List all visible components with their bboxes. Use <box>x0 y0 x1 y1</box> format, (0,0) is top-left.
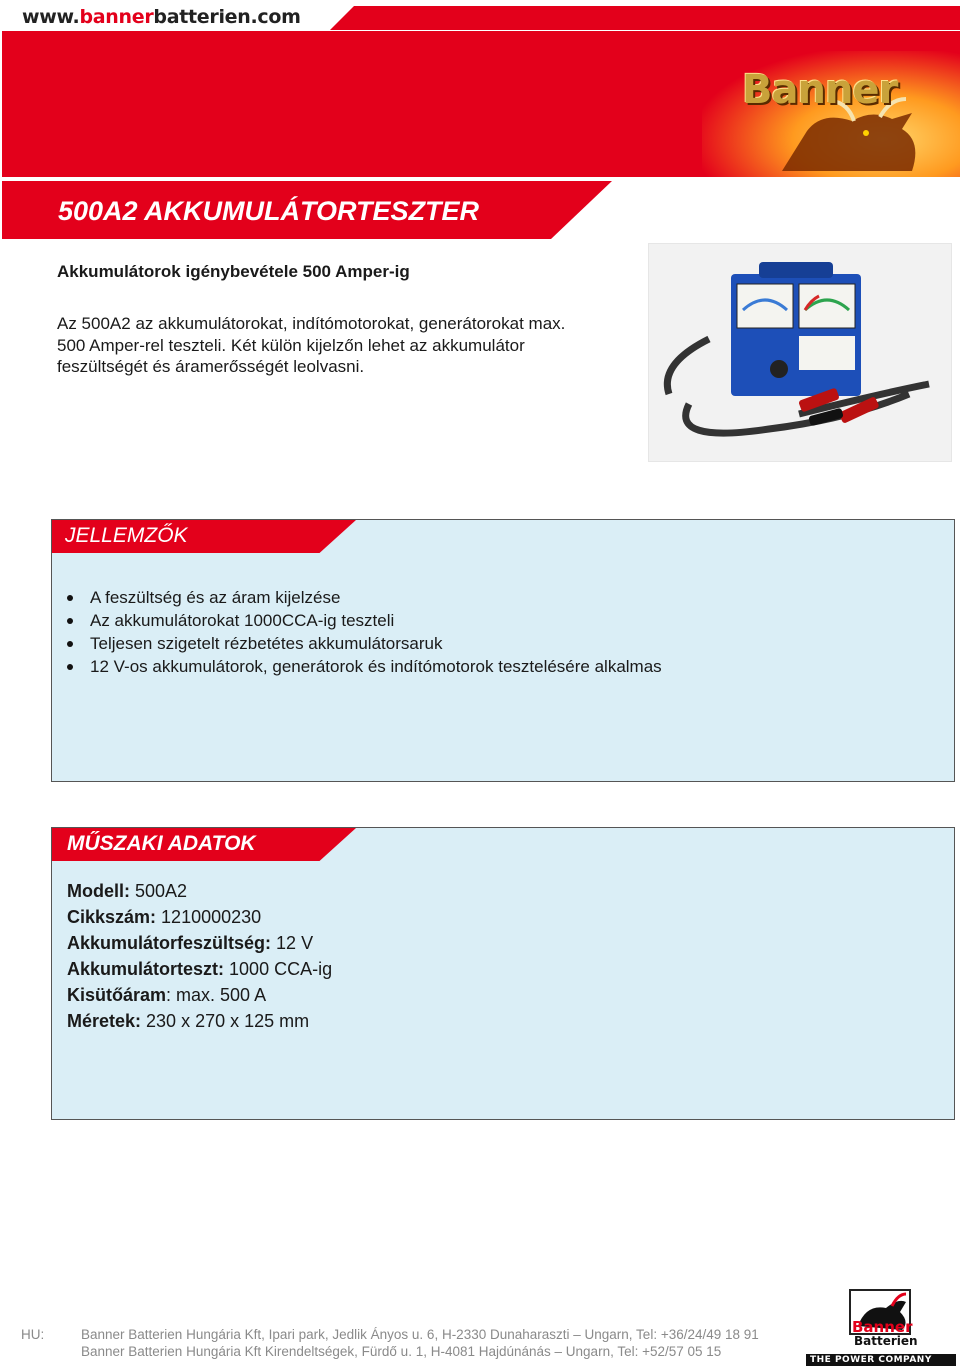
feature-text: 12 V-os akkumulátorok, generátorok és indítómotorok tesztelésére alkalmas <box>90 657 662 676</box>
banner-batterien-logo <box>806 1288 956 1366</box>
bullet-icon <box>67 595 73 601</box>
spec-row <box>67 1008 332 1034</box>
spec-row <box>67 982 332 1008</box>
spec-row <box>67 956 332 982</box>
feature-text: Teljesen szigetelt rézbetétes akkumulátorsaruk <box>90 634 443 653</box>
specs-box <box>51 827 955 1120</box>
spec-value: 12 V <box>271 933 314 953</box>
spec-label: Akkumulátorfeszültség: <box>67 933 272 953</box>
header-red-band <box>330 6 960 30</box>
page-title: 500A2 AKKUMULÁTORTESZTER <box>58 196 480 226</box>
spec-label: Akkumulátorteszt: <box>67 959 225 979</box>
spec-label: Cikkszám: <box>67 907 157 927</box>
spec-label: Kisütőáram <box>67 985 167 1005</box>
list-item <box>90 609 662 632</box>
spec-label: Modell: <box>67 881 130 901</box>
bullet-icon <box>67 641 73 647</box>
subtitle: Akkumulátorok igénybevétele 500 Amper-ig <box>57 262 410 281</box>
specs-heading: MŰSZAKI ADATOK <box>67 832 256 855</box>
spec-value: 1210000230 <box>156 907 262 927</box>
bullet-icon <box>67 664 73 670</box>
list-item <box>90 655 662 678</box>
logo-tagline: THE POWER COMPANY <box>810 1355 932 1365</box>
banner-logo-text: Banner <box>742 67 898 113</box>
spec-value: 1000 CCA-ig <box>224 959 333 979</box>
features-list <box>89 586 662 678</box>
logo-text-batterien: Batterien <box>854 1334 918 1348</box>
intro-paragraph: Az 500A2 az akkumulátorokat, indítómotorokat, generátorokat max. 500 Amper-rel teszteli. Két külön kijelzőn lehet az akkumulátor feszültségét és áramerősségét leolvasni. <box>57 314 566 376</box>
spec-row <box>67 878 332 904</box>
specs-list <box>67 878 332 1034</box>
spec-row <box>67 904 332 930</box>
list-item <box>90 632 662 655</box>
battery-tester-illustration <box>649 244 951 461</box>
feature-text: A feszültség és az áram kijelzése <box>90 588 341 607</box>
footer <box>21 1326 759 1359</box>
features-box <box>51 519 955 782</box>
url-prefix: www. <box>22 6 80 28</box>
features-heading: JELLEMZŐK <box>65 524 188 547</box>
spec-value: : max. 500 A <box>166 985 267 1005</box>
spec-value: 500A2 <box>130 881 188 901</box>
product-image <box>648 243 952 462</box>
spec-row <box>67 930 332 956</box>
feature-text: Az akkumulátorokat 1000CCA-ig teszteli <box>90 611 395 630</box>
footer-country: HU: <box>21 1327 45 1342</box>
bullet-icon <box>67 618 73 624</box>
footer-address-1: Banner Batterien Hungária Kft, Ipari park, Jedlik Ányos u. 6, H-2330 Dunaharaszti – Ungarn, Tel: +36/24/49 18 91 <box>81 1327 759 1342</box>
spec-label: Méretek: <box>67 1011 142 1031</box>
logo-text-banner: Banner <box>852 1318 913 1336</box>
website-url <box>22 6 301 28</box>
url-brand: banner <box>79 6 154 28</box>
footer-address-2: Banner Batterien Hungária Kft Kirendeltségek, Fürdő u. 1, H-4081 Hajdúnánás – Ungarn, Tel: +52/57 05 15 <box>81 1344 722 1359</box>
hero-banner <box>2 31 960 177</box>
spec-value: 230 x 270 x 125 mm <box>141 1011 310 1031</box>
list-item <box>90 586 662 609</box>
url-suffix: batterien.com <box>153 6 301 28</box>
